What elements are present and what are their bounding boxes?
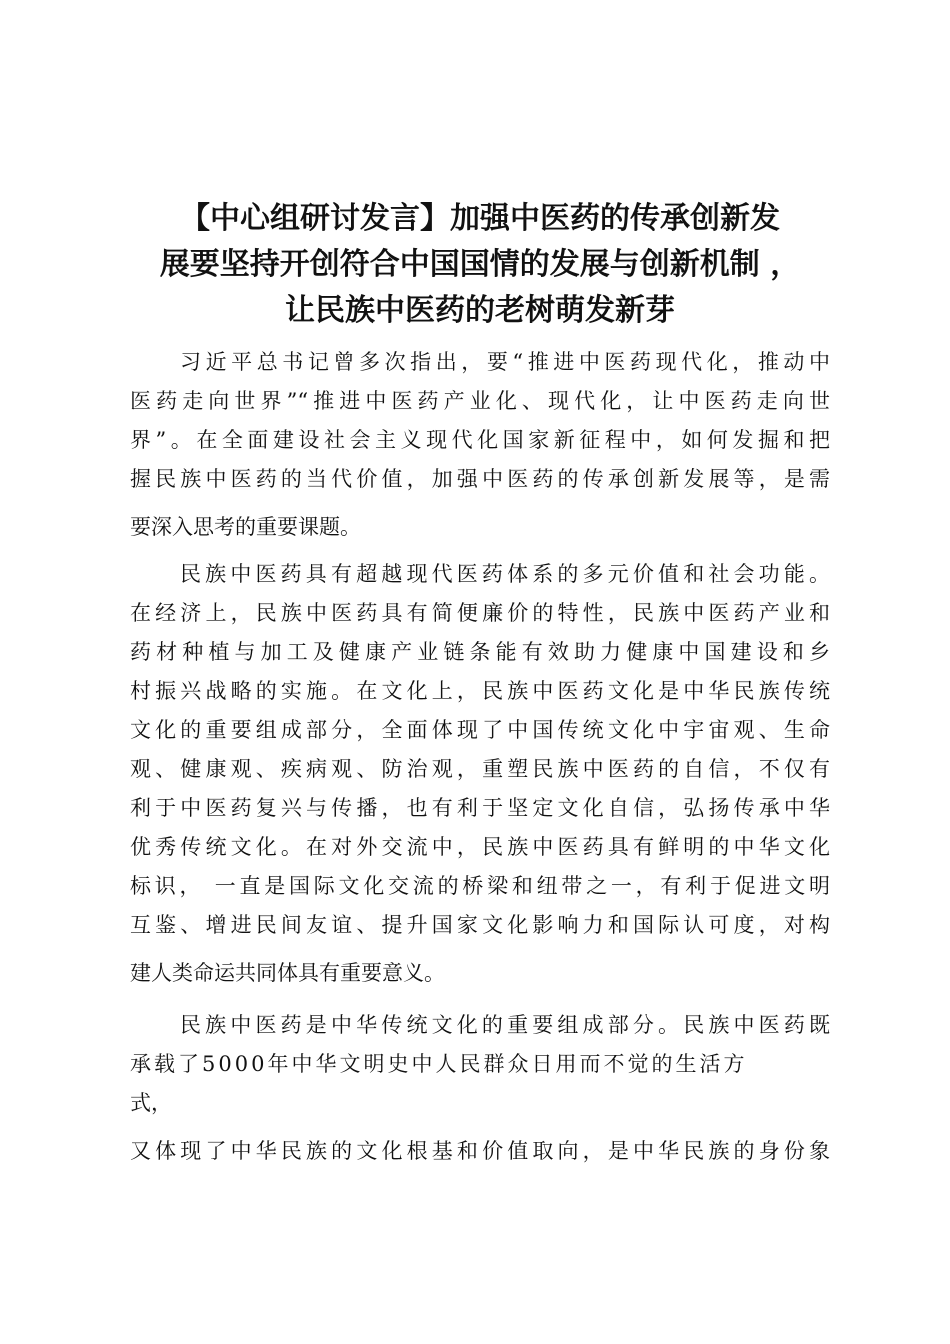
paragraph-line: 标识， 一直是国际文化交流的桥梁和纽带之一，有利于促进文明	[130, 874, 830, 898]
paragraph-line: 要深入思考的重要课题。	[130, 515, 361, 539]
paragraph-line: 民族中医药具有超越现代医药体系的多元价值和社会功能。	[180, 562, 830, 586]
paragraph-line: 村振兴战略的实施。在文化上，民族中医药文化是中华民族传统	[130, 679, 830, 703]
paragraph-line: 承载了5000年中华文明史中人民群众日用而不觉的生活方	[130, 1052, 748, 1076]
document-title	[120, 196, 840, 334]
paragraph-line: 习近平总书记曾多次指出，要“推进中医药现代化，推动中	[180, 350, 830, 374]
paragraph-line: 药材种植与加工及健康产业链条能有效助力健康中国建设和乡	[130, 640, 830, 664]
paragraph-line: 互鉴、增进民间友谊、提升国家文化影响力和国际认可度，对构	[130, 913, 830, 937]
title-line-2: 展要坚持开创符合中国国情的发展与创新机制 ，	[159, 247, 801, 282]
paragraph-line: 式，	[130, 1091, 172, 1115]
paragraph-line: 利于中医药复兴与传播，也有利于坚定文化自信，弘扬传承中华	[130, 796, 830, 820]
paragraph-2	[130, 555, 830, 993]
paragraph-3	[130, 1006, 830, 1171]
paragraph-line: 在经济上，民族中医药具有简便廉价的特性，民族中医药产业和	[130, 601, 830, 625]
paragraph-line: 又体现了中华民族的文化根基和价值取向，是中华民族的身份象	[130, 1139, 830, 1163]
paragraph-line: 优秀传统文化。在对外交流中，民族中医药具有鲜明的中华文化	[130, 835, 830, 859]
paragraph-line: 观、健康观、疾病观、防治观，重塑民族中医药的自信，不仅有	[130, 757, 830, 781]
paragraph-line: 建人类命运共同体具有重要意义。	[130, 961, 445, 985]
paragraph-line: 医药走向世界”“推进中医药产业化、现代化，让中医药走向世	[130, 389, 830, 413]
paragraph-line: 握民族中医药的当代价值，加强中医药的传承创新发展等，是需	[130, 467, 830, 491]
paragraph-line: 文化的重要组成部分，全面体现了中国传统文化中宇宙观、生命	[130, 718, 830, 742]
title-line-3: 让民族中医药的老树萌发新芽	[285, 293, 675, 328]
paragraph-line: 界”。在全面建设社会主义现代化国家新征程中，如何发掘和把	[130, 428, 830, 452]
paragraph-line: 民族中医药是中华传统文化的重要组成部分。民族中医药既	[180, 1013, 830, 1037]
paragraph-1	[130, 343, 830, 547]
title-line-1: 【中心组研讨发言】加强中医药的传承创新发	[180, 201, 780, 236]
